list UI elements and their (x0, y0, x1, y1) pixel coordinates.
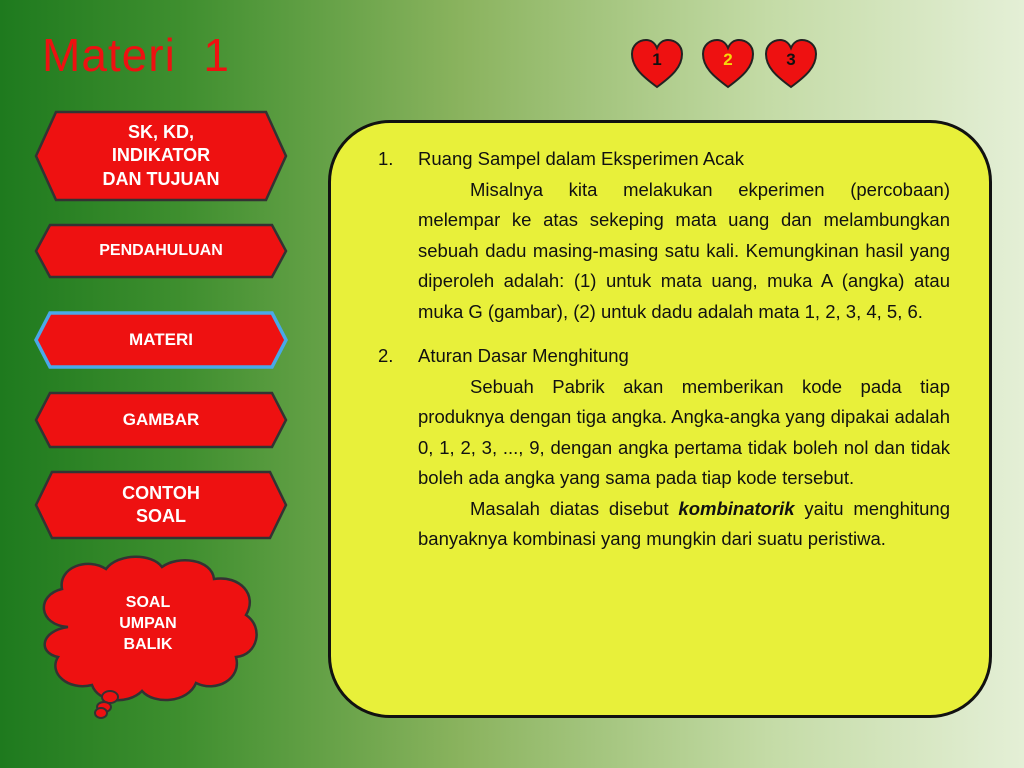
heart-number: 1 (652, 50, 662, 69)
item-number: 1. (378, 148, 394, 169)
slide-heart-3[interactable] (764, 38, 818, 90)
slide-heart-1[interactable] (630, 38, 684, 90)
item-paragraph: Misalnya kita melakukan ekperimen (percobaan) melempar ke atas sekeping mata uang dan melambungkan sebuah dadu masing-masing satu kali. Kemungkinan hasil yang diperoleh adalah: (1) untuk mata uang, muka A (angka) atau muka G (gambar), (2) untuk dadu adalah mata 1, 2, 3, 4, 5, 6. (418, 178, 950, 322)
content-text (378, 144, 950, 569)
item-paragraph: Masalah diatas disebut kombinatorik yaitu menghitung banyaknya kombinasi yang mungkin dari suatu peristiwa. (418, 497, 950, 549)
item-title: Aturan Dasar Menghitung (418, 345, 629, 366)
item-title: Ruang Sampel dalam Eksperimen Acak (418, 148, 744, 169)
emphasis-term: kombinatorik (678, 497, 795, 519)
heart-number: 3 (786, 50, 796, 69)
nav-button-label: PENDAHULUAN (99, 241, 223, 259)
content-item-1 (378, 144, 950, 327)
content-item-2 (378, 341, 950, 555)
heart-number: 2 (723, 50, 733, 69)
nav-button-pendahuluan[interactable] (34, 223, 288, 279)
item-number: 2. (378, 345, 394, 366)
feedback-label: SOAL UMPAN BALIK (119, 594, 177, 653)
nav-button-contoh-soal[interactable] (34, 470, 288, 540)
slide-heart-2[interactable] (701, 38, 755, 90)
nav-button-label: GAMBAR (122, 409, 200, 429)
nav-button-sk-kd[interactable] (34, 110, 288, 202)
nav-button-label: SK, KD, INDIKATOR DAN TUJUAN (102, 121, 220, 189)
item-paragraph: Sebuah Pabrik akan memberikan kode pada tiap produknya dengan tiga angka. Angka-angka yang dipakai adalah 0, 1, 2, 3, ..., 9, dengan angka pertama tidak boleh nol dan tidak boleh ada angka yang sama pada tiap kode tersebut. (418, 375, 950, 488)
feedback-cloud-button[interactable] (28, 555, 268, 720)
nav-button-label: CONTOH SOAL (122, 482, 200, 526)
page-title: Materi 1 (42, 29, 230, 81)
nav-button-label: MATERI (129, 329, 193, 349)
nav-button-gambar[interactable] (34, 391, 288, 449)
nav-button-materi[interactable] (34, 311, 288, 369)
